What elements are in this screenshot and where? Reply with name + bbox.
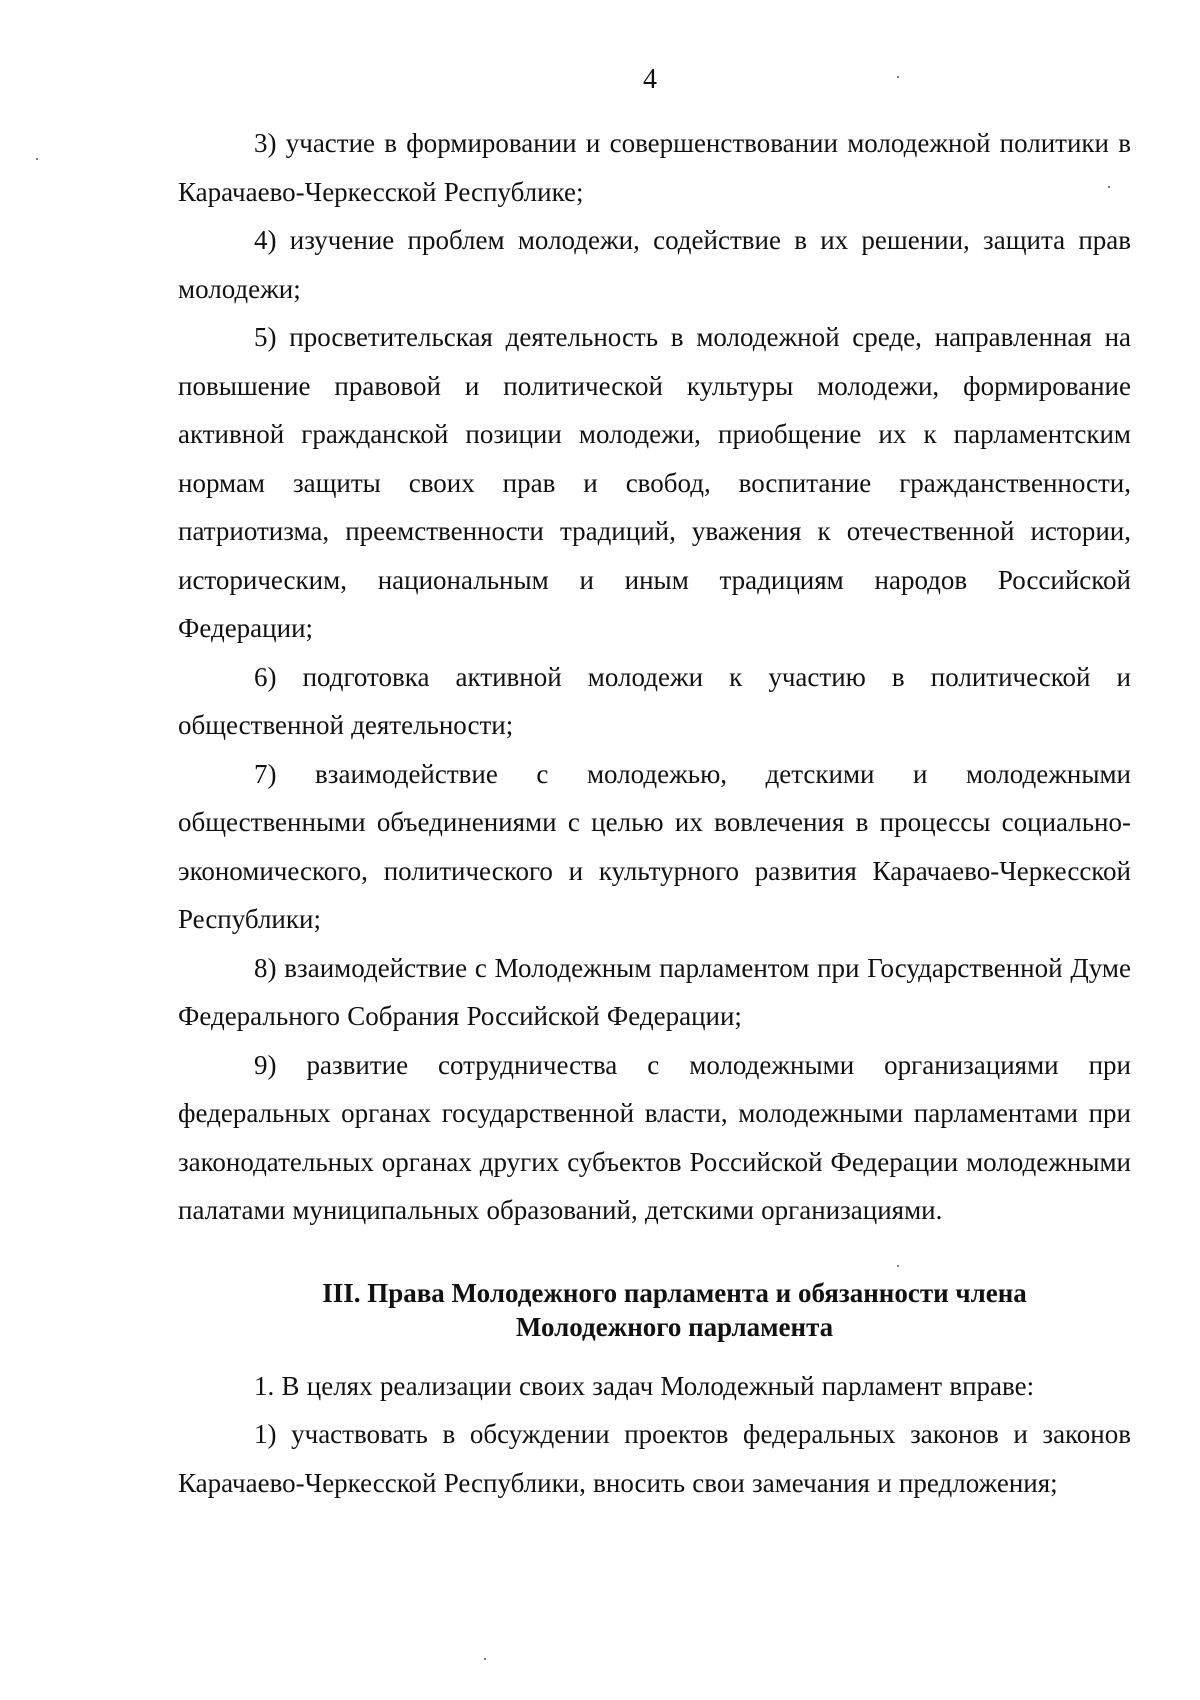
section-heading-line-1: III. Права Молодежного парламента и обязанности члена xyxy=(322,1277,1027,1308)
paragraph-item-7: 7) взаимодействие с молодежью, детскими и молодежными общественными объединениями с целью их вовлечения в процессы социально-экономического, политического и культурного развития Карачаево-Черкесской Республики; xyxy=(178,758,1131,934)
section-paragraph-intro: 1. В целях реализации своих задач Молодежный парламент вправе: xyxy=(254,1370,1035,1401)
document-body xyxy=(178,119,1131,1507)
scan-speck xyxy=(897,76,899,78)
section-heading xyxy=(178,1276,1131,1344)
paragraph-item-9: 9) развитие сотрудничества с молодежными организациями при федеральных органах государственной власти, молодежными парламентами при законодательных органах других субъектов Российской Федерации молодежными палатами муниципальных образований, детскими организациями. xyxy=(178,1049,1131,1225)
paragraph-item-3: 3) участие в формировании и совершенствовании молодежной политики в Карачаево-Черкесской Республике; xyxy=(178,128,1131,207)
page-number: 4 xyxy=(643,64,657,95)
paragraph-item-8: 8) взаимодействие с Молодежным парламентом при Государственной Думе Федерального Собрания Российской Федерации; xyxy=(178,952,1131,1031)
scan-speck xyxy=(484,1658,486,1660)
paragraph-item-4: 4) изучение проблем молодежи, содействие в их решении, защита прав молодежи; xyxy=(178,225,1131,304)
scan-speck xyxy=(1108,186,1110,188)
scan-speck xyxy=(897,1265,899,1267)
scan-speck xyxy=(36,158,38,160)
section-paragraph-item-1: 1) участвовать в обсуждении проектов федеральных законов и законов Карачаево-Черкесской Республики, вносить свои замечания и предложения; xyxy=(178,1419,1131,1498)
section-heading-line-2: Молодежного парламента xyxy=(515,1311,834,1342)
paragraph-item-6: 6) подготовка активной молодежи к участию в политической и общественной деятельности; xyxy=(178,661,1131,740)
paragraph-item-5: 5) просветительская деятельность в молодежной среде, направленная на повышение правовой и политической культуры молодежи, формирование активной гражданской позиции молодежи, приобщение их к парламентским нормам защиты своих прав и свобод, воспитание гражданственности, патриотизма, преемственности традиций, уважения к отечественной истории, историческим, национальным и иным традициям народов Российской Федерации; xyxy=(178,322,1131,643)
